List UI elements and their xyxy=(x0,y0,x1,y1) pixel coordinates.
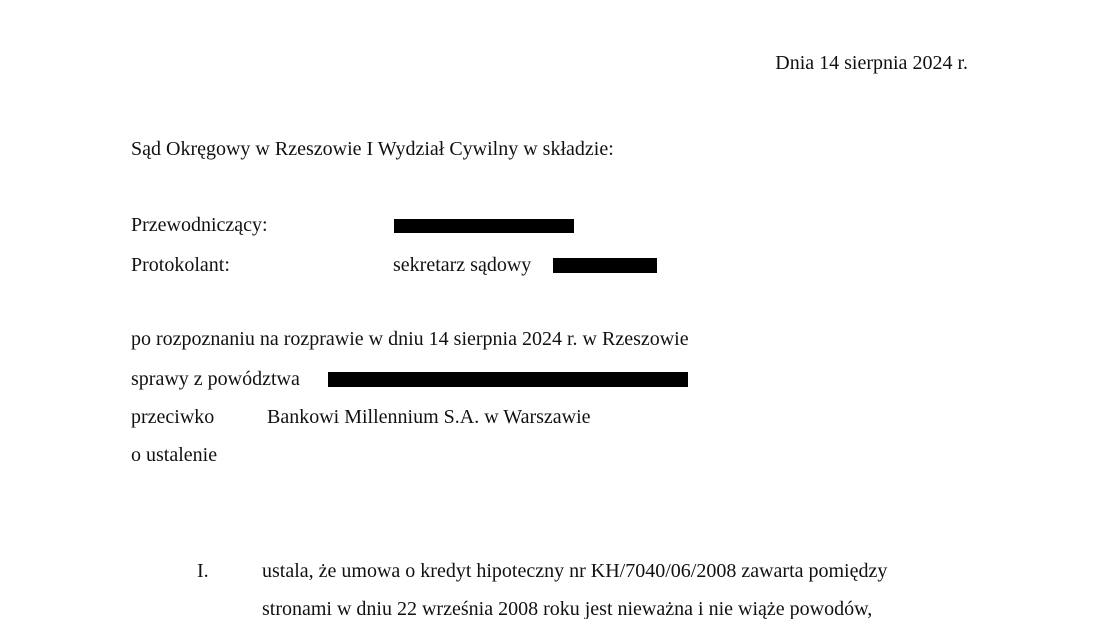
court-composition: Sąd Okręgowy w Rzeszowie I Wydział Cywilny w składzie: xyxy=(131,138,614,160)
ruling-item-text-line: ustala, że umowa o kredyt hipoteczny nr KH/7040/06/2008 zawarta pomiędzy xyxy=(262,560,888,582)
ruling-item-number: I. xyxy=(197,560,209,582)
clerk-name-redaction xyxy=(553,258,657,273)
plaintiff-name-redaction xyxy=(328,372,688,387)
ruling-item-text-line: stronami w dniu 22 września 2008 roku jest nieważna i nie wiąże powodów, xyxy=(262,598,873,619)
against-label: przeciwko xyxy=(131,406,215,428)
clerk-label: Protokolant: xyxy=(131,254,230,276)
document-date: Dnia 14 sierpnia 2024 r. xyxy=(775,52,968,74)
hearing-statement: po rozpoznaniu na rozprawie w dniu 14 sierpnia 2024 r. w Rzeszowie xyxy=(131,328,689,350)
chair-name-redaction xyxy=(394,219,574,233)
clerk-role: sekretarz sądowy xyxy=(393,254,532,276)
defendant-name: Bankowi Millennium S.A. w Warszawie xyxy=(267,406,591,428)
claim-label: sprawy z powództwa xyxy=(131,368,300,390)
case-subject: o ustalenie xyxy=(131,444,218,466)
chair-label: Przewodniczący: xyxy=(131,214,268,236)
